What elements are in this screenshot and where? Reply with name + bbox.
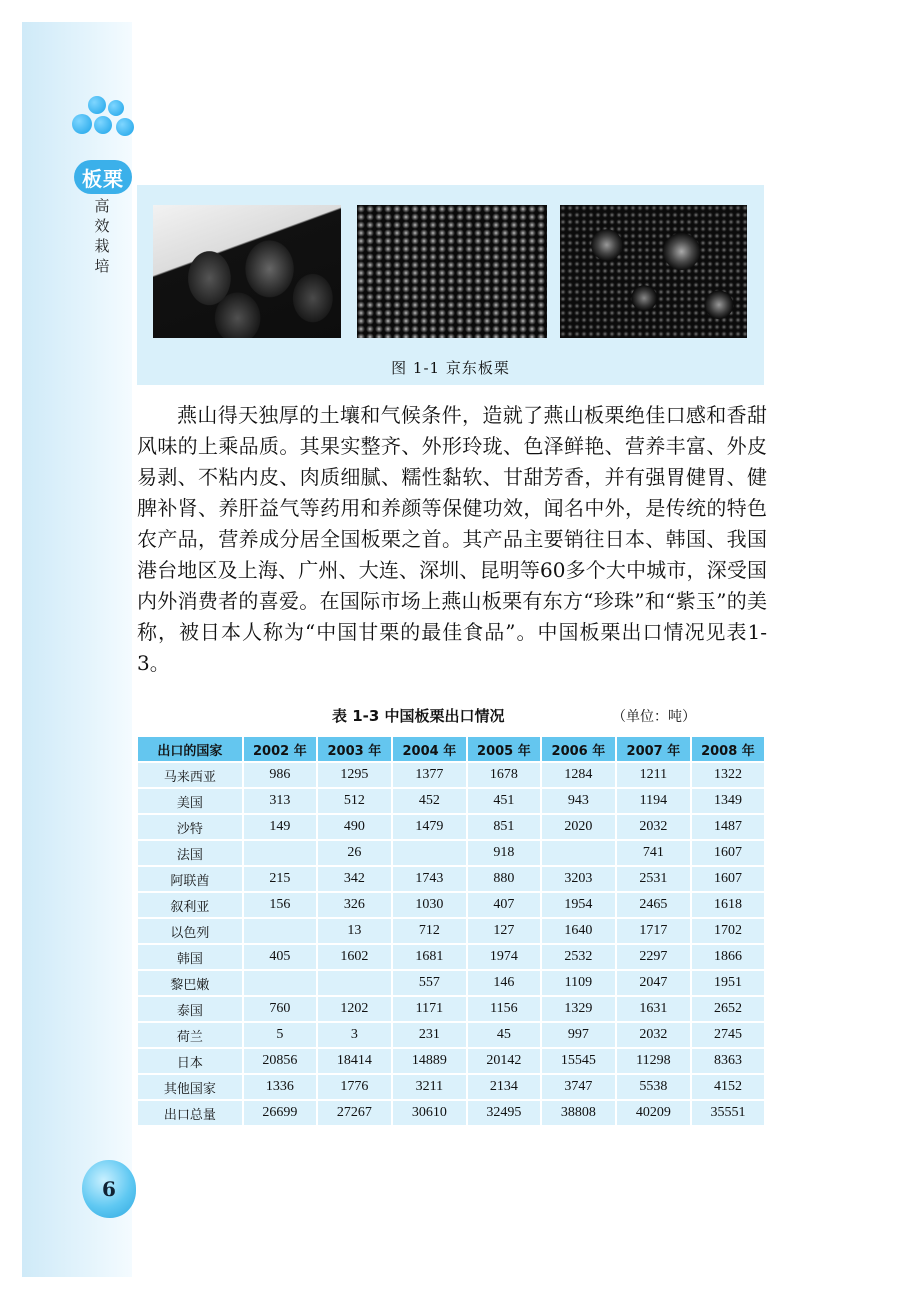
table-row	[137, 762, 765, 788]
table-cell-value: 2532	[541, 944, 616, 970]
table-cell-value: 451	[467, 788, 541, 814]
table-cell-value: 5538	[616, 1074, 691, 1100]
table-cell-value: 27267	[317, 1100, 392, 1126]
table-cell-value: 2134	[467, 1074, 541, 1100]
table-cell-value: 2297	[616, 944, 691, 970]
table-cell-value: 26	[317, 840, 392, 866]
table-cell-value: 326	[317, 892, 392, 918]
export-table	[136, 735, 766, 1127]
book-series-subtitle: 高效栽培	[94, 197, 110, 275]
table-cell-value: 3203	[541, 866, 616, 892]
table-cell-value: 1618	[691, 892, 765, 918]
table-cell-value: 1717	[616, 918, 691, 944]
table-cell-value: 30610	[392, 1100, 467, 1126]
table-row	[137, 840, 765, 866]
table-cell-value: 1194	[616, 788, 691, 814]
table-cell-country: 叙利亚	[137, 892, 243, 918]
table-cell-value: 1743	[392, 866, 467, 892]
table-cell-value: 13	[317, 918, 392, 944]
table-cell-value: 3	[317, 1022, 392, 1048]
side-decoration-band	[22, 22, 132, 1277]
table-cell-value: 2465	[616, 892, 691, 918]
table-cell-country: 黎巴嫩	[137, 970, 243, 996]
table-cell-country: 以色列	[137, 918, 243, 944]
table-cell-value: 1702	[691, 918, 765, 944]
table-cell-value: 880	[467, 866, 541, 892]
table-cell-value: 1479	[392, 814, 467, 840]
table-cell-value: 2047	[616, 970, 691, 996]
table-row	[137, 1022, 765, 1048]
table-cell-value	[392, 840, 467, 866]
table-cell-value	[243, 918, 317, 944]
table-cell-country: 出口总量	[137, 1100, 243, 1126]
table-cell-value: 4152	[691, 1074, 765, 1100]
table-cell-value: 1377	[392, 762, 467, 788]
table-cell-value: 2745	[691, 1022, 765, 1048]
table-cell-country: 荷兰	[137, 1022, 243, 1048]
table-cell-country: 日本	[137, 1048, 243, 1074]
chestnut-photo-1	[153, 205, 341, 338]
table-cell-value: 1295	[317, 762, 392, 788]
table-cell-value: 1776	[317, 1074, 392, 1100]
table-cell-value: 512	[317, 788, 392, 814]
table-cell-value: 1211	[616, 762, 691, 788]
table-cell-value: 14889	[392, 1048, 467, 1074]
table-cell-value: 741	[616, 840, 691, 866]
table-cell-country: 马来西亚	[137, 762, 243, 788]
table-row	[137, 918, 765, 944]
header-country: 出口的国家	[137, 736, 243, 762]
table-caption	[137, 705, 764, 729]
table-unit: （单位：吨）	[612, 709, 696, 725]
table-cell-value: 2032	[616, 1022, 691, 1048]
dot-icon	[108, 100, 124, 116]
table-cell-value: 1322	[691, 762, 765, 788]
table-title: 表 1-3 中国板栗出口情况	[332, 707, 505, 725]
table-row	[137, 814, 765, 840]
table-cell-value: 997	[541, 1022, 616, 1048]
table-cell-value: 40209	[616, 1100, 691, 1126]
table-cell-value: 405	[243, 944, 317, 970]
table-cell-value: 1974	[467, 944, 541, 970]
table-row	[137, 1074, 765, 1100]
table-cell-value: 3747	[541, 1074, 616, 1100]
header-year: 2004 年	[392, 736, 467, 762]
table-cell-value: 146	[467, 970, 541, 996]
table-cell-value: 215	[243, 866, 317, 892]
table-cell-value: 2020	[541, 814, 616, 840]
table-cell-value: 1171	[392, 996, 467, 1022]
table-cell-country: 沙特	[137, 814, 243, 840]
table-cell-value	[541, 840, 616, 866]
table-cell-value: 760	[243, 996, 317, 1022]
book-series-badge: 板栗	[74, 160, 132, 194]
table-cell-value: 342	[317, 866, 392, 892]
dot-icon	[94, 116, 112, 134]
table-cell-value: 5	[243, 1022, 317, 1048]
table-cell-value: 1284	[541, 762, 616, 788]
table-cell-value: 1954	[541, 892, 616, 918]
table-cell-value: 2652	[691, 996, 765, 1022]
table-cell-value	[243, 970, 317, 996]
table-cell-value: 1202	[317, 996, 392, 1022]
dot-icon	[116, 118, 134, 136]
table-row	[137, 944, 765, 970]
table-cell-value: 490	[317, 814, 392, 840]
table-header-row	[137, 736, 765, 762]
table-cell-value: 45	[467, 1022, 541, 1048]
table-cell-value: 452	[392, 788, 467, 814]
table-cell-value: 18414	[317, 1048, 392, 1074]
table-cell-value: 156	[243, 892, 317, 918]
table-row	[137, 970, 765, 996]
table-cell-value: 1607	[691, 840, 765, 866]
table-row	[137, 996, 765, 1022]
table-cell-value: 313	[243, 788, 317, 814]
figure-panel	[137, 185, 764, 385]
body-paragraph: 燕山得天独厚的土壤和气候条件，造就了燕山板栗绝佳口感和香甜风味的上乘品质。其果实整齐、外形玲珑、色泽鲜艳、营养丰富、外皮易剥、不粘内皮、肉质细腻、糯性黏软、甘甜芳香，并有强胃健胃、健脾补肾、养肝益气等药用和养颜等保健功效，闻名中外，是传统的特色农产品，营养成分居全国板栗之首。其产品主要销往日本、韩国、我国港台地区及上海、广州、大连、深圳、昆明等60多个大中城市，深受国内外消费者的喜爱。在国际市场上燕山板栗有东方“珍珠”和“紫玉”的美称，被日本人称为“中国甘栗的最佳食品”。中国板栗出口情况见表1-3。	[137, 403, 767, 675]
table-cell-value: 20142	[467, 1048, 541, 1074]
table-row	[137, 866, 765, 892]
table-cell-country: 韩国	[137, 944, 243, 970]
table-cell-value: 2531	[616, 866, 691, 892]
table-cell-country: 泰国	[137, 996, 243, 1022]
table-cell-value: 943	[541, 788, 616, 814]
table-cell-value: 1602	[317, 944, 392, 970]
table-cell-country: 美国	[137, 788, 243, 814]
table-cell-value: 1487	[691, 814, 765, 840]
table-cell-value: 8363	[691, 1048, 765, 1074]
table-cell-value: 1678	[467, 762, 541, 788]
table-cell-value: 1156	[467, 996, 541, 1022]
table-cell-value: 918	[467, 840, 541, 866]
table-cell-value: 712	[392, 918, 467, 944]
header-year: 2006 年	[541, 736, 616, 762]
table-row	[137, 892, 765, 918]
table-cell-value: 1681	[392, 944, 467, 970]
table-cell-value: 407	[467, 892, 541, 918]
chestnut-dots-logo	[68, 96, 138, 146]
table-cell-value: 3211	[392, 1074, 467, 1100]
table-cell-value: 1631	[616, 996, 691, 1022]
table-row	[137, 788, 765, 814]
table-cell-country: 法国	[137, 840, 243, 866]
table-cell-value: 986	[243, 762, 317, 788]
table-cell-country: 阿联酋	[137, 866, 243, 892]
table-cell-value: 1336	[243, 1074, 317, 1100]
table-cell-value: 26699	[243, 1100, 317, 1126]
table-cell-value: 557	[392, 970, 467, 996]
table-cell-value: 127	[467, 918, 541, 944]
table-cell-value: 38808	[541, 1100, 616, 1126]
table-cell-value: 1030	[392, 892, 467, 918]
table-body	[137, 762, 765, 1126]
dot-icon	[88, 96, 106, 114]
table-cell-value: 1109	[541, 970, 616, 996]
header-year: 2003 年	[317, 736, 392, 762]
header-year: 2005 年	[467, 736, 541, 762]
chestnut-photo-2	[357, 205, 547, 338]
table-cell-value: 231	[392, 1022, 467, 1048]
table-cell-value: 1329	[541, 996, 616, 1022]
table-cell-value: 1640	[541, 918, 616, 944]
table-cell-value	[243, 840, 317, 866]
chestnut-photo-3	[560, 205, 747, 338]
table-cell-value: 2032	[616, 814, 691, 840]
table-cell-value: 1866	[691, 944, 765, 970]
header-year: 2007 年	[616, 736, 691, 762]
table-cell-value: 32495	[467, 1100, 541, 1126]
table-cell-value	[317, 970, 392, 996]
table-cell-value: 20856	[243, 1048, 317, 1074]
table-cell-value: 15545	[541, 1048, 616, 1074]
table-cell-value: 149	[243, 814, 317, 840]
table-cell-country: 其他国家	[137, 1074, 243, 1100]
table-cell-value: 851	[467, 814, 541, 840]
page-number: 6	[82, 1160, 136, 1218]
table-row	[137, 1048, 765, 1074]
dot-icon	[72, 114, 92, 134]
table-cell-value: 1951	[691, 970, 765, 996]
table-row	[137, 1100, 765, 1126]
table-cell-value: 1349	[691, 788, 765, 814]
header-year: 2008 年	[691, 736, 765, 762]
table-cell-value: 11298	[616, 1048, 691, 1074]
table-cell-value: 35551	[691, 1100, 765, 1126]
figure-caption: 图 1-1 京东板栗	[391, 359, 510, 377]
header-year: 2002 年	[243, 736, 317, 762]
table-cell-value: 1607	[691, 866, 765, 892]
